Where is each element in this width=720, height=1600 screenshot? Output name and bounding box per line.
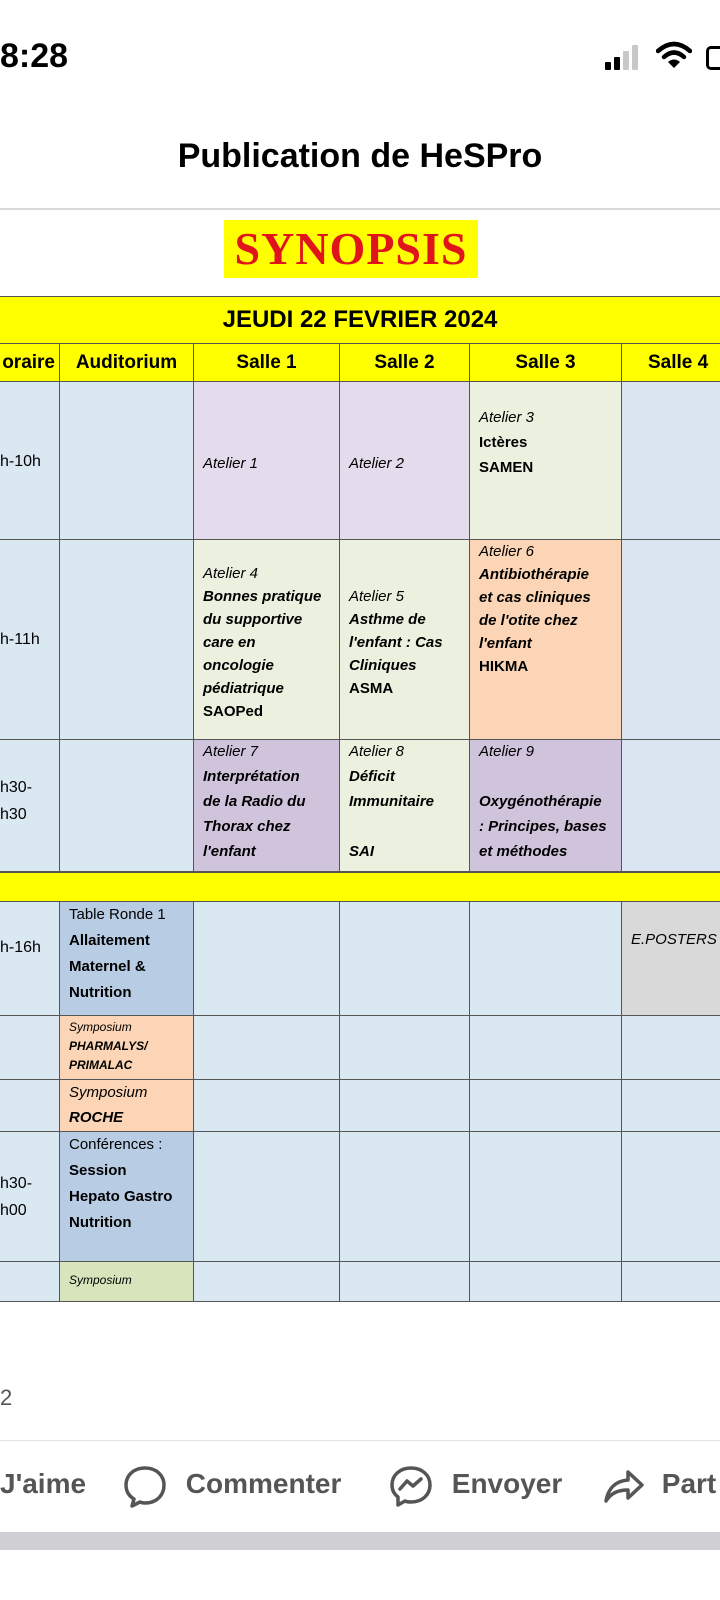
- salle-3-afternoon-3: [470, 1080, 622, 1132]
- time-slot-1: h-10h: [0, 382, 60, 540]
- cellular-signal-icon: [605, 44, 645, 70]
- battery-icon: [706, 46, 720, 70]
- header-salle-1: Salle 1: [194, 344, 340, 382]
- header-auditorium: Auditorium: [60, 344, 194, 382]
- atelier-7-cell: Atelier 7 Interprétation de la Radio du Thorax chez l'enfant: [194, 740, 340, 872]
- atelier-8-cell: Atelier 8 Déficit Immunitaire SAI: [340, 740, 470, 872]
- auditorium-slot-1: [60, 382, 194, 540]
- share-button[interactable]: [602, 1462, 716, 1506]
- salle-3-afternoon-1: [470, 902, 622, 1016]
- symposium-pharmalys-cell: Symposium PHARMALYS/ PRIMALAC: [60, 1016, 194, 1080]
- time-slot-4: h-16h: [0, 902, 60, 1016]
- day-header: JEUDI 22 FEVRIER 2024: [0, 296, 720, 344]
- page-title: Publication de HeSPro: [177, 137, 543, 175]
- atelier-1-cell: Atelier 1: [194, 382, 340, 540]
- salle-4-afternoon-4: [622, 1132, 720, 1262]
- salle-4-afternoon-3: [622, 1080, 720, 1132]
- like-label: J'aime: [0, 1468, 87, 1499]
- salle-4-slot-3: [622, 740, 720, 872]
- time-slot-2: h-11h: [0, 540, 60, 740]
- time-slot-5: [0, 1016, 60, 1080]
- header-horaire: oraire: [0, 344, 60, 382]
- status-bar: [0, 0, 720, 110]
- status-time: 8:28: [0, 37, 69, 75]
- salle-3-afternoon-2: [470, 1016, 622, 1080]
- like-button[interactable]: [0, 1462, 86, 1506]
- wifi-icon: [656, 40, 692, 70]
- atelier-6-cell: Atelier 6 Antibiothérapie et cas cliniques de l'otite chez l'enfant HIKMA: [470, 540, 622, 740]
- salle-2-afternoon-5: [340, 1262, 470, 1302]
- table-ronde-1-cell: Table Ronde 1 Allaitement Maternel & Nutrition: [60, 902, 194, 1016]
- actions-divider: [0, 1440, 720, 1441]
- page-indicator: 2: [0, 1385, 13, 1410]
- salle-2-afternoon-1: [340, 902, 470, 1016]
- comment-button[interactable]: [122, 1462, 341, 1506]
- salle-2-afternoon-3: [340, 1080, 470, 1132]
- salle-4-slot-1: [622, 382, 720, 540]
- conferences-cell: Conférences : Session Hepato Gastro Nutrition: [60, 1132, 194, 1262]
- header-salle-3: Salle 3: [470, 344, 622, 382]
- break-band: [0, 872, 720, 902]
- share-icon: [602, 1464, 646, 1508]
- auditorium-slot-2: [60, 540, 194, 740]
- atelier-3-cell: Atelier 3 Ictères SAMEN: [470, 382, 622, 540]
- salle-2-afternoon-4: [340, 1132, 470, 1262]
- eposters-cell: E.POSTERS: [622, 902, 720, 1016]
- poster-title: SYNOPSIS: [224, 220, 478, 278]
- salle-3-afternoon-4: [470, 1132, 622, 1262]
- messenger-icon: [388, 1464, 434, 1508]
- auditorium-slot-3: [60, 740, 194, 872]
- symposium-cell-3: Symposium: [60, 1262, 194, 1302]
- salle-3-afternoon-5: [470, 1262, 622, 1302]
- time-slot-6: [0, 1080, 60, 1132]
- salle-1-afternoon-2: [194, 1016, 340, 1080]
- salle-1-afternoon-1: [194, 902, 340, 1016]
- comment-icon: [122, 1464, 168, 1508]
- time-slot-7: h30- h00: [0, 1132, 60, 1262]
- salle-2-afternoon-2: [340, 1016, 470, 1080]
- post-image[interactable]: [0, 210, 720, 1312]
- send-button[interactable]: [388, 1462, 562, 1506]
- salle-4-afternoon-5: [622, 1262, 720, 1302]
- atelier-5-cell: Atelier 5 Asthme de l'enfant : Cas Cliniques ASMA: [340, 540, 470, 740]
- share-label: Part: [661, 1468, 717, 1499]
- salle-1-afternoon-5: [194, 1262, 340, 1302]
- bottom-bar: [0, 1532, 720, 1550]
- comment-label: Commenter: [185, 1468, 342, 1499]
- salle-4-afternoon-2: [622, 1016, 720, 1080]
- atelier-4-cell: Atelier 4 Bonnes pratique du supportive care en oncologie pédiatrique SAOPed: [194, 540, 340, 740]
- time-slot-3: h30- h30: [0, 740, 60, 872]
- send-label: Envoyer: [451, 1468, 563, 1499]
- atelier-9-cell: Atelier 9 Oxygénothérapie : Principes, bases et méthodes: [470, 740, 622, 872]
- time-slot-8: [0, 1262, 60, 1302]
- atelier-2-cell: Atelier 2: [340, 382, 470, 540]
- salle-1-afternoon-4: [194, 1132, 340, 1262]
- symposium-roche-cell: Symposium ROCHE: [60, 1080, 194, 1132]
- header-salle-4: Salle 4: [622, 344, 720, 382]
- salle-1-afternoon-3: [194, 1080, 340, 1132]
- header-salle-2: Salle 2: [340, 344, 470, 382]
- salle-4-slot-2: [622, 540, 720, 740]
